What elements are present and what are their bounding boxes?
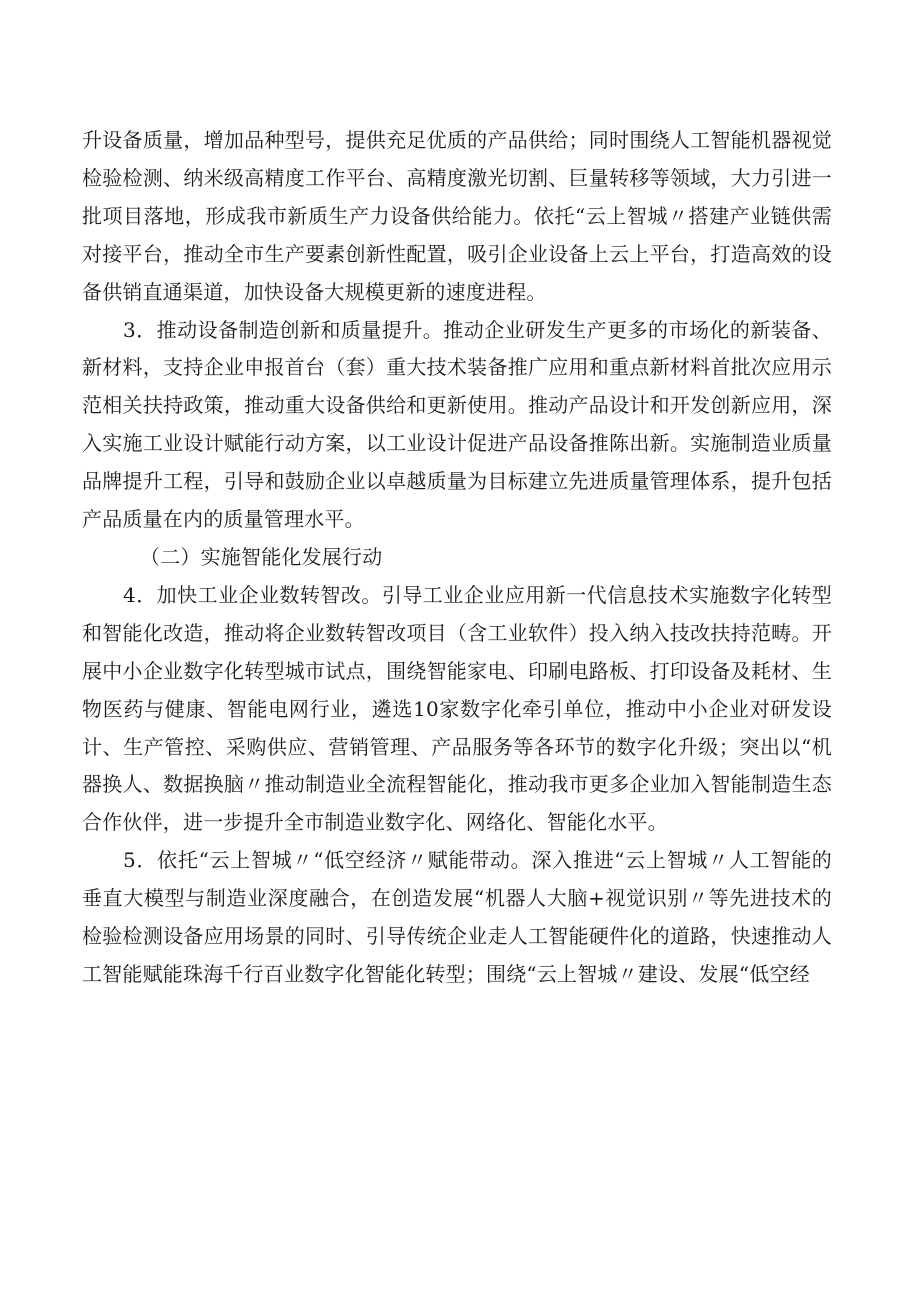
paragraph-item-3: 3．推动设备制造创新和质量提升。推动企业研发生产更多的市场化的新装备、新材料，支持企业申报首台（套）重大技术装备推广应用和重点新材料首批次应用示范相关扶持政策，推动重大设备供给和更新使用。推动产品设计和开发创新应用，深入实施工业设计赋能行动方案，以工业设计促进产品设备推陈出新。实施制造业质量品牌提升工程，引导和鼓励企业以卓越质量为目标建立先进质量管理体系，提升包括产品质量在内的质量管理水平。 [82, 317, 832, 532]
paragraph-item-5: 5．依托“云上智城〃“低空经济〃赋能带动。深入推进“云上智城〃人工智能的垂直大模型与制造业深度融合，在创造发展“机器人大脑+视觉识别〃等先进技术的检验检测设备应用场景的同时、引导传统企业走人工智能硬件化的道路，快速推动人工智能赋能珠海千行百业数字化智能化转型；围绕“云上智城〃建设、发展“低空经 [82, 848, 832, 986]
section-heading: （二）实施智能化发展行动 [140, 544, 383, 569]
paragraph-continuation: 升设备质量，增加品种型号，提供充足优质的产品供给；同时围绕人工智能机器视觉检验检测、纳米级高精度工作平台、高精度激光切割、巨量转移等领域，大力引进一批项目落地，形成我市新质生产力设备供给能力。依托“云上智城〃搭建产业链供需对接平台，推动全市生产要素创新性配置，吸引企业设备上云上平台，打造高效的设备供销直通渠道，加快设备大规模更新的速度进程。 [82, 128, 832, 304]
document-body [82, 122, 832, 994]
paragraph-item-4: 4．加快工业企业数转智改。引导工业企业应用新一代信息技术实施数字化转型和智能化改造，推动将企业数转智改项目（含工业软件）投入纳入技改扶持范畴。开展中小企业数字化转型城市试点，围绕智能家电、印刷电路板、打印设备及耗材、生物医药与健康、智能电网行业，遴选10家数字化牵引单位，推动中小企业对研发设计、生产管控、采购供应、营销管理、产品服务等各环节的数字化升级；突出以“机器换人、数据换脑〃推动制造业全流程智能化，推动我市更多企业加入智能制造生态合作伙伴，进一步提升全市制造业数字化、网络化、智能化水平。 [82, 582, 832, 835]
